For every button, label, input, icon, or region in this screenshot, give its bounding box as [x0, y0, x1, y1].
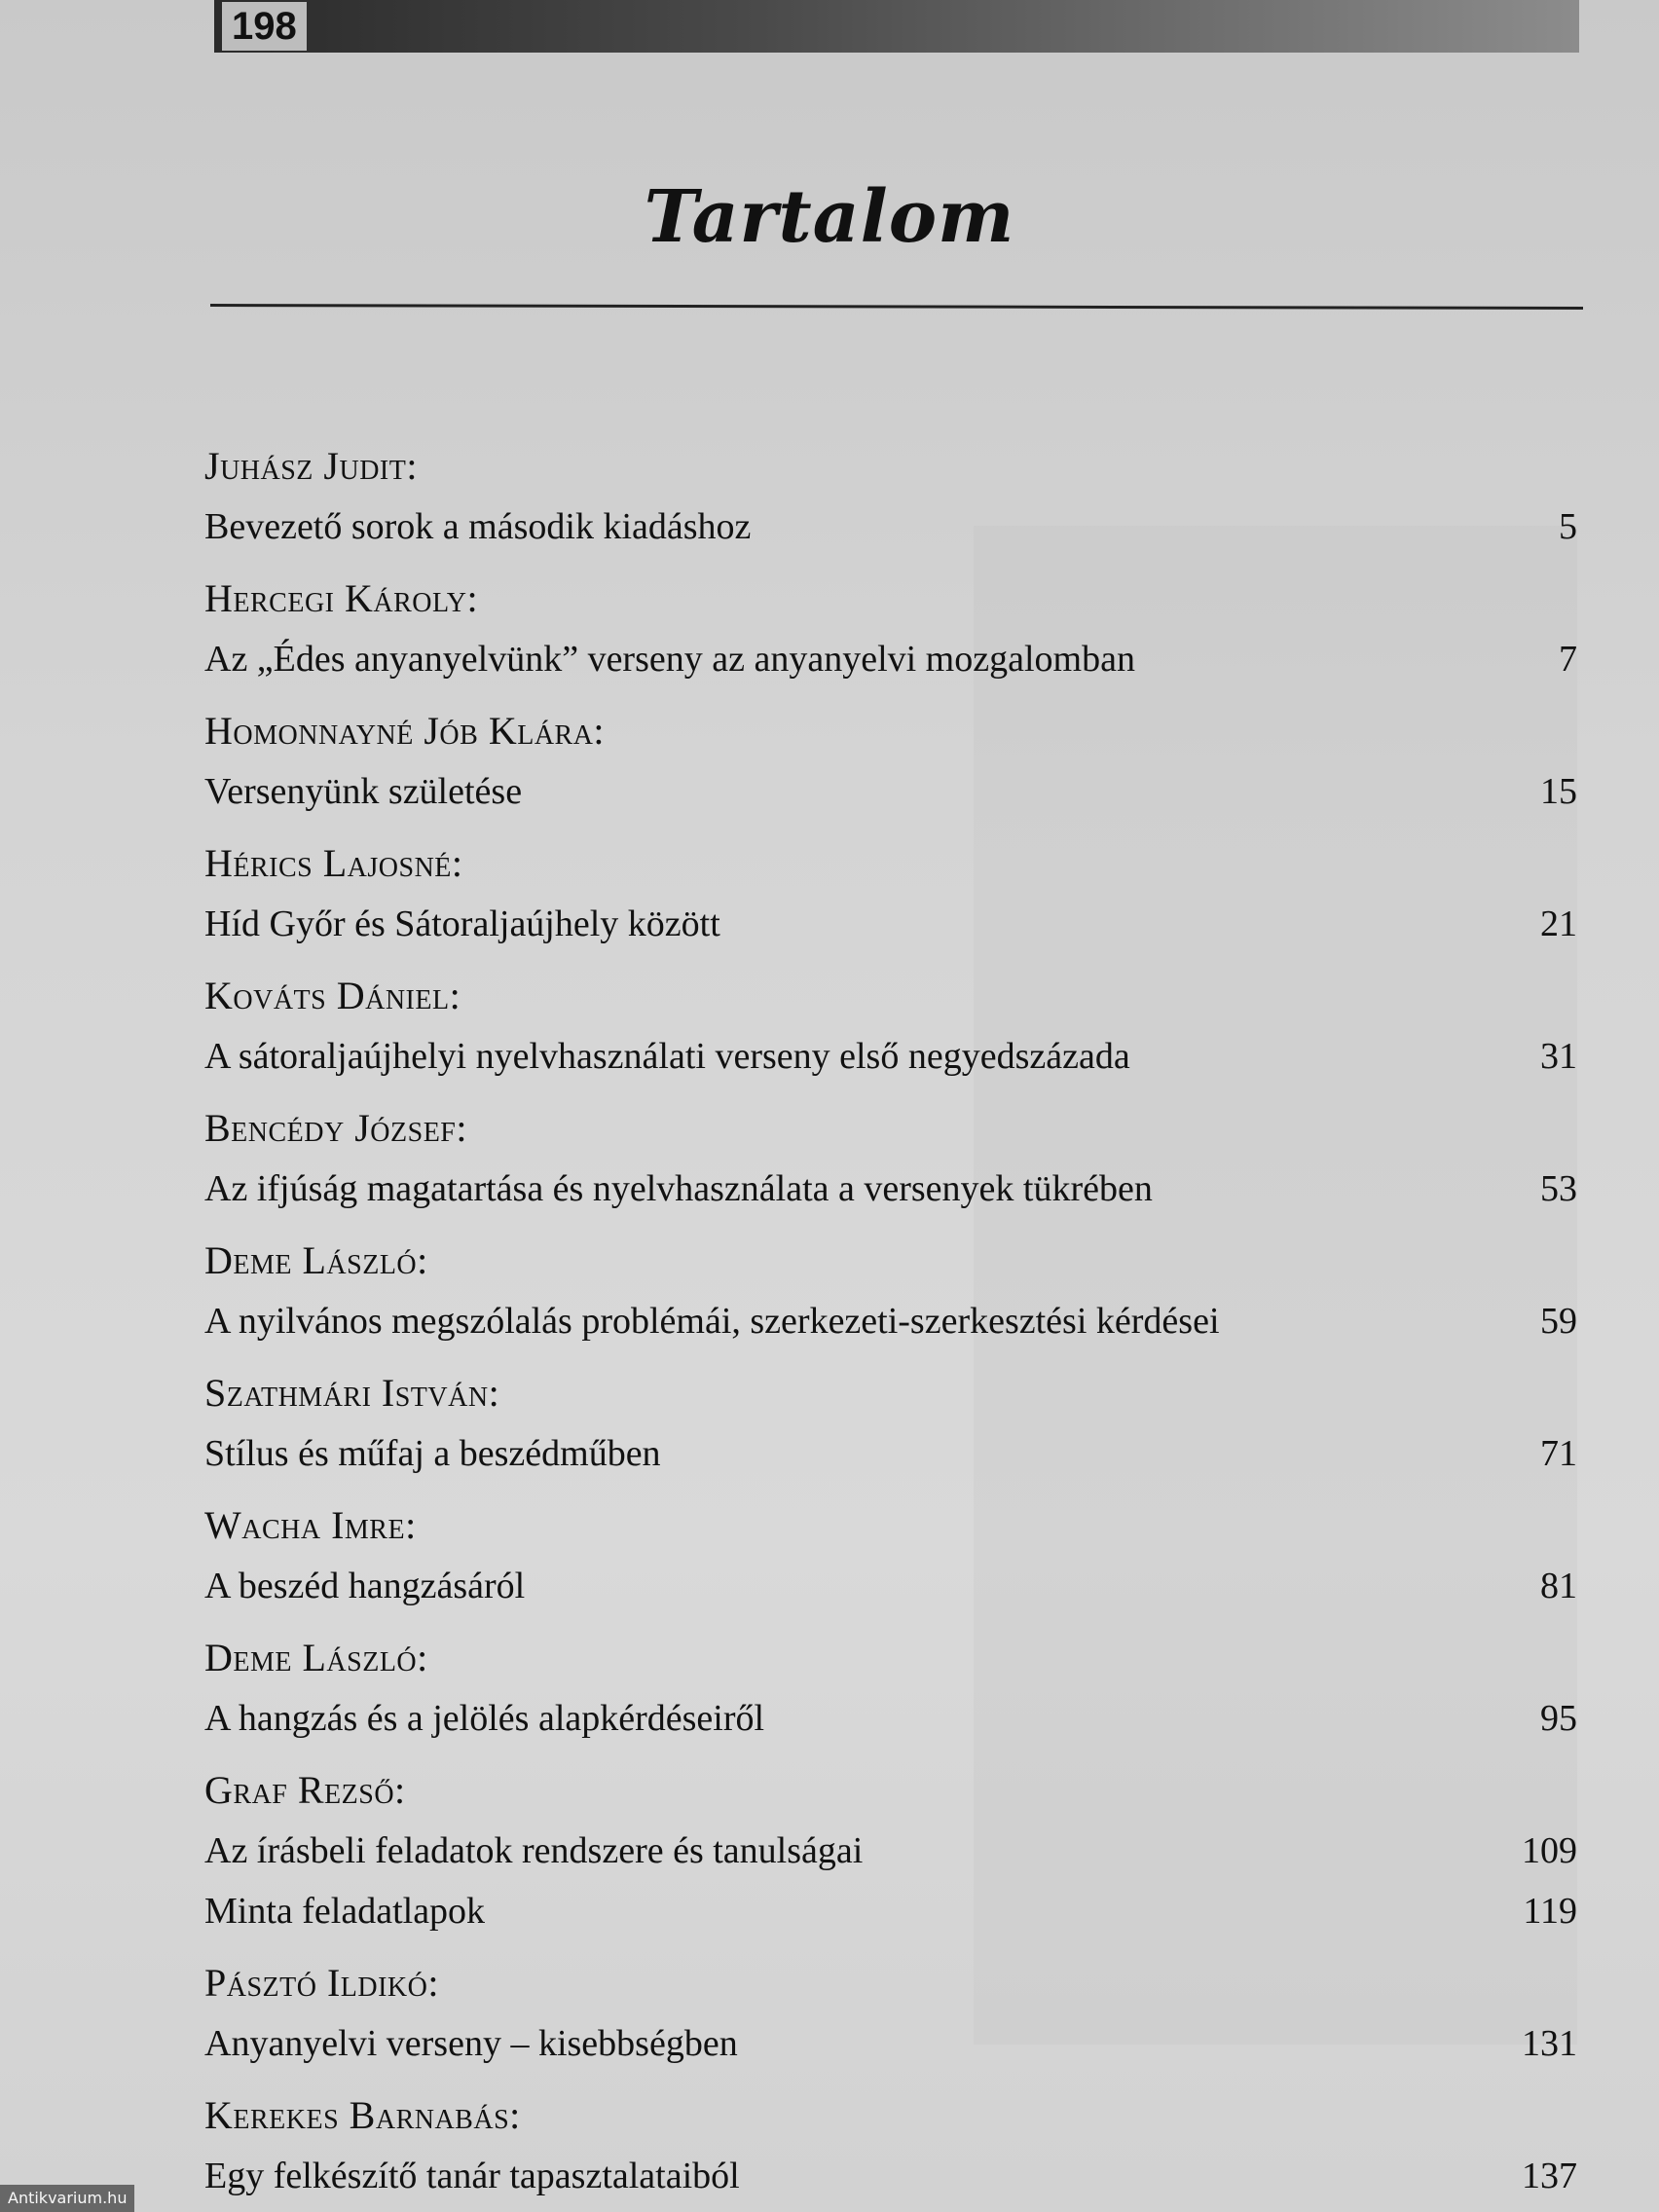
toc-item[interactable] [204, 1423, 1577, 1484]
toc-item-title: A beszéd hangzásáról [204, 1566, 526, 1606]
toc-author: Bencédy József: [204, 1106, 467, 1150]
toc-item[interactable] [204, 1026, 1577, 1087]
toc-author: Hercegi Károly: [204, 576, 479, 620]
toc-item-title: A nyilvános megszólalás problémái, szerkezeti-szerkesztési kérdései [204, 1301, 1220, 1342]
toc-item[interactable] [204, 2013, 1577, 2074]
toc-item-title: Versenyünk születése [204, 771, 523, 812]
page-number: 198 [222, 2, 307, 51]
toc-item-page: 131 [1522, 2023, 1577, 2064]
header-bar [214, 0, 1579, 53]
toc-entry [204, 1953, 1577, 2085]
toc-entry [204, 833, 1577, 966]
watermark: Antikvarium.hu [0, 2185, 134, 2212]
toc-item[interactable] [204, 1159, 1577, 1219]
toc-author: Kováts Dániel: [204, 974, 461, 1017]
toc-item-page: 21 [1540, 903, 1577, 944]
toc-entry [204, 1231, 1577, 1363]
toc-author: Kerekes Barnabás: [204, 2093, 521, 2137]
toc-author: Deme László: [204, 1636, 428, 1679]
toc-entry [204, 2085, 1577, 2206]
toc-item-page: 119 [1523, 1891, 1577, 1932]
toc-item[interactable] [204, 1881, 1577, 1941]
toc-item-page: 81 [1540, 1566, 1577, 1606]
toc-author: Homonnayné Jób Klára: [204, 709, 606, 753]
toc-item[interactable] [204, 497, 1577, 557]
toc-entry [204, 1760, 1577, 1953]
toc-item-title: Stílus és műfaj a beszédműben [204, 1433, 661, 1474]
toc-item-title: Az „Édes anyanyelvünk” verseny az anyanyelvi mozgalomban [204, 639, 1135, 680]
toc-item-title: Egy felkészítő tanár tapasztalataiból [204, 2156, 740, 2196]
toc-entry [204, 436, 1577, 569]
toc-author: Graf Rezső: [204, 1768, 406, 1812]
title-rule [210, 304, 1583, 310]
toc-author: Wacha Imre: [204, 1503, 417, 1547]
toc-item[interactable] [204, 1821, 1577, 1881]
toc-entry [204, 1098, 1577, 1231]
toc-author: Pásztó Ildikó: [204, 1961, 439, 2005]
toc-item-title: Az írásbeli feladatok rendszere és tanulságai [204, 1830, 864, 1871]
toc-item-title: Az ifjúság magatartása és nyelvhasználata a versenyek tükrében [204, 1168, 1153, 1209]
toc-item[interactable] [204, 894, 1577, 954]
toc-item[interactable] [204, 1291, 1577, 1351]
toc-item-page: 71 [1540, 1433, 1577, 1474]
toc-item-page: 5 [1559, 506, 1577, 547]
toc-entry [204, 966, 1577, 1098]
toc-author: Hérics Lajosné: [204, 841, 463, 885]
toc-item-title: Híd Győr és Sátoraljaújhely között [204, 903, 720, 944]
toc-item-title: A sátoraljaújhelyi nyelvhasználati verseny első negyedszázada [204, 1036, 1130, 1077]
toc-item[interactable] [204, 629, 1577, 689]
toc-item-title: Anyanyelvi verseny – kisebbségben [204, 2023, 738, 2064]
toc-entry [204, 1495, 1577, 1628]
toc-item-title: Bevezető sorok a második kiadáshoz [204, 506, 752, 547]
page-title: Tartalom [644, 175, 1015, 259]
toc-item-title: A hangzás és a jelölés alapkérdéseiről [204, 1698, 765, 1739]
toc-entry [204, 1363, 1577, 1495]
toc-author: Deme László: [204, 1238, 428, 1282]
toc-author: Juhász Judit: [204, 444, 418, 488]
toc-item-page: 109 [1522, 1830, 1577, 1871]
toc-item-page: 53 [1540, 1168, 1577, 1209]
toc-item[interactable] [204, 2146, 1577, 2206]
toc-item-page: 15 [1540, 771, 1577, 812]
toc-item-page: 95 [1540, 1698, 1577, 1739]
toc-item-page: 137 [1522, 2156, 1577, 2196]
toc-item-title: Minta feladatlapok [204, 1891, 486, 1932]
toc-item-page: 31 [1540, 1036, 1577, 1077]
toc-item[interactable] [204, 1688, 1577, 1749]
toc-item-page: 7 [1559, 639, 1577, 680]
toc-item[interactable] [204, 761, 1577, 822]
toc-entry [204, 569, 1577, 701]
toc-author: Szathmári István: [204, 1371, 500, 1415]
toc-item-page: 59 [1540, 1301, 1577, 1342]
table-of-contents [204, 436, 1577, 2206]
toc-entry [204, 701, 1577, 833]
toc-entry [204, 1628, 1577, 1760]
toc-item[interactable] [204, 1556, 1577, 1616]
